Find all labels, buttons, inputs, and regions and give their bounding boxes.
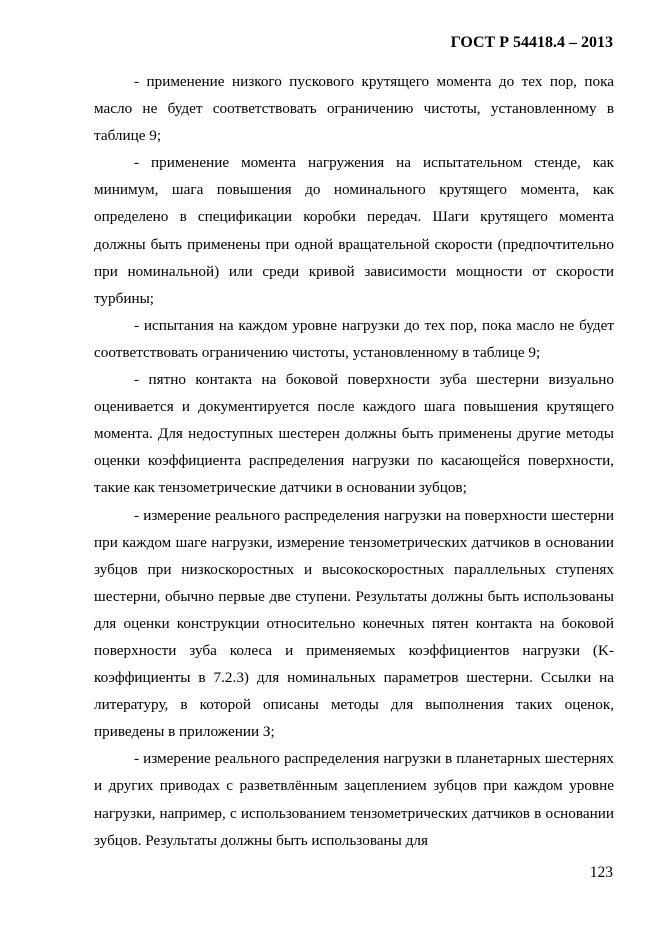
paragraph-contact-pattern: - пятно контакта на боковой поверхности зуба шестерни визуально оценивается и документируется после каждого шага повышения крутящего момента. Для недоступных шестерен должны быть применены другие методы оценки коэффициента распределения нагрузки по касающейся поверхности, такие как тензометрические датчики в основании зубцов;	[94, 371, 614, 497]
page-number: 123	[589, 864, 613, 881]
document-body	[94, 68, 614, 854]
paragraph-test-bench-load-torque: - применение момента нагружения на испытательном стенде, как минимум, шага повышения до номинального крутящего момента, как определено в спецификации коробки передач. Шаги крутящего момента должны быть применены при одной вращательной скорости (предпочтительно при номинальной) или среди кривой зависимости мощности от скорости турбины;	[94, 154, 614, 307]
paragraph-load-level-tests: - испытания на каждом уровне нагрузки до тех пор, пока масло не будет соответствовать ограничению чистоты, установленному в таблице 9;	[94, 316, 614, 361]
paragraph-load-distribution-measurement: - измерение реального распределения нагрузки на поверхности шестерни при каждом шаге нагрузки, измерение тензометрических датчиков в основании зубцов при низкоскоростных и высокоскоростных параллельных ступенях шестерни, обычно первые две ступени. Результаты должны быть использованы для оценки конструкции относительно конечных пятен контакта на боковой поверхности зуба колеса и применяемых коэффициентов нагрузки (K-коэффициенты в 7.2.3) для номинальных параметров шестерни. Ссылки на литературу, в которой описаны методы для выполнения таких оценок, приведены в приложении З;	[94, 506, 614, 741]
paragraph-low-starting-torque: - применение низкого пускового крутящего момента до тех пор, пока масло не будет соответствовать ограничению чистоты, установленному в таблице 9;	[94, 73, 614, 145]
paragraph-planetary-load-distribution: - измерение реального распределения нагрузки в планетарных шестернях и других приводах с разветвлённым зацеплением зубцов при каждом уровне нагрузки, например, с использованием тензометрических датчиков в основании зубцов. Результаты должны быть использованы для	[94, 750, 614, 849]
document-header: ГОСТ Р 54418.4 – 2013	[450, 34, 613, 51]
